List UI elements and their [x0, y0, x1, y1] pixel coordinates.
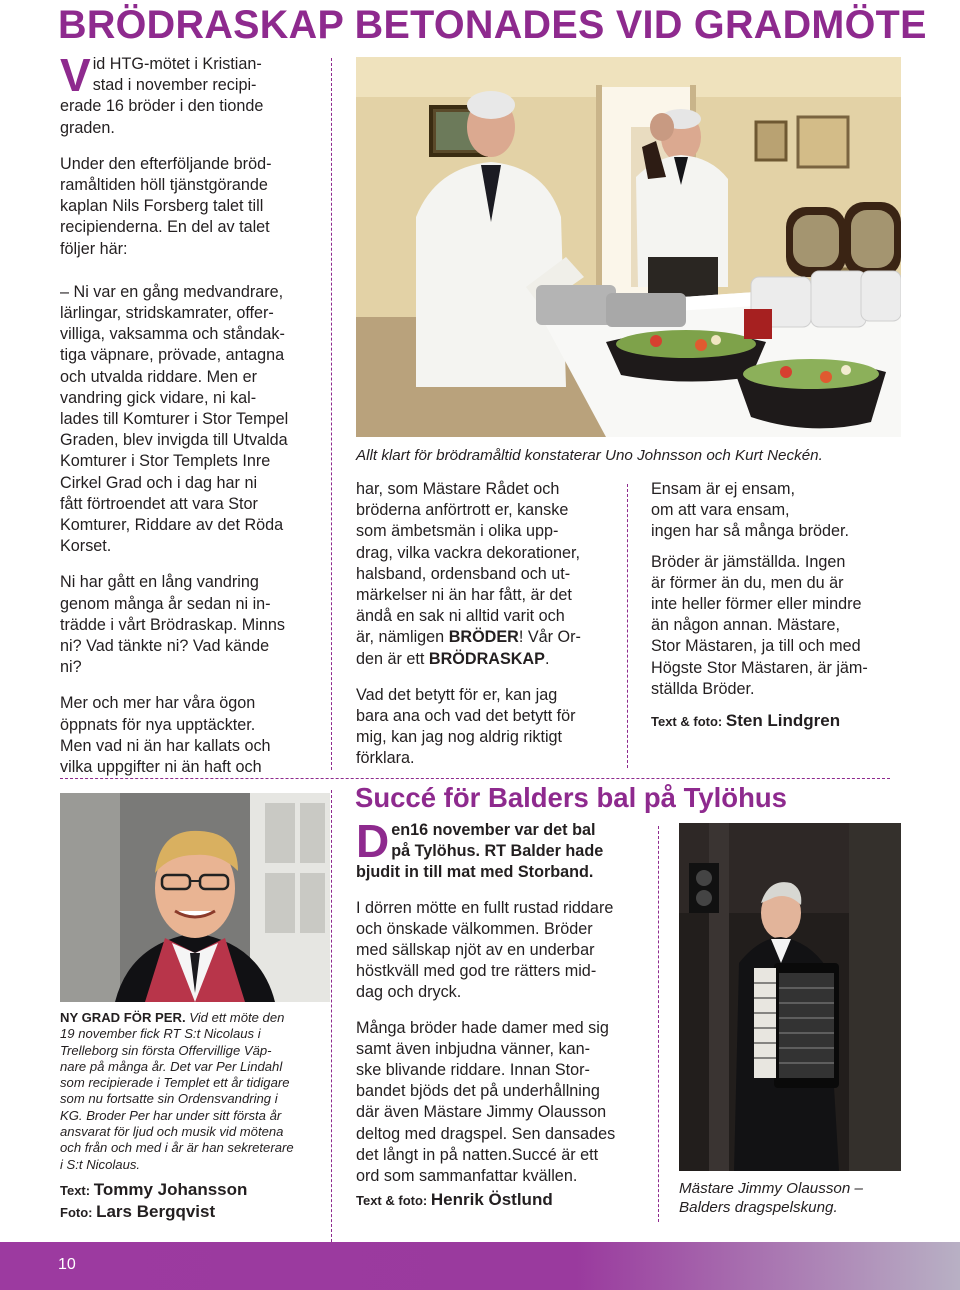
lead-paragraph [356, 815, 651, 884]
column-divider [331, 790, 332, 1252]
section-title: Succé för Balders bal på Tylöhus [355, 782, 787, 813]
dropcap: D [356, 815, 390, 867]
credit-label: Foto: [60, 1204, 97, 1220]
portrait-photo [60, 793, 330, 1002]
page-number: 10 [58, 1256, 76, 1273]
lead-text: id HTG-mötet i Kristian- stad i november recipi- erade 16 bröder i den tionde graden. [60, 55, 264, 137]
article-column-3 [651, 479, 911, 747]
accordion-photo-caption: Mästare Jimmy Olausson – Balders dragspelskung. [679, 1180, 863, 1216]
credit [651, 710, 911, 732]
caption-text [60, 1010, 328, 1173]
paragraph: Bröder är jämställda. Ingen är förmer än du, men du är inte heller förmer eller mindre än någon annan. Mästare, Stor Mästaren, ja till och med Högste Stor Mästaren, är jäm- ställda Bröder. [651, 552, 868, 698]
credit [60, 1201, 328, 1223]
credit [356, 1189, 651, 1211]
emphasis: BRÖDER [448, 628, 519, 647]
accordion-photo [679, 823, 901, 1171]
article-column-2 [356, 479, 618, 785]
buffet-photo-caption: Allt klart för brödramåltid konstaterar Uno Johnsson och Kurt Neckén. [356, 447, 823, 464]
paragraph: Många bröder hade damer med sig samt även inbjudna vänner, kan- ske blivande riddare. Innan Stor- bandet bjöds det på underhållning där även Mästare Jimmy Olausson deltog med dragspel. Sen dansades det långt in på natten.Succé är ett ord som sammanfattar kvällen. [356, 1018, 616, 1186]
lead-text: en16 november var det bal på Tylöhus. RT Balder hade bjudit in till mat med Storband. [356, 821, 604, 882]
credit-name: Sten Lindgren [725, 711, 841, 731]
article-column-1 [60, 49, 322, 793]
text-run: ! Vår Or- den är ett [356, 628, 581, 668]
paragraph: Under den efterföljande bröd- ramåltiden höll tjänstgörande kaplan Nils Forsberg talet till recipienderna. En del av talet följer här: [60, 154, 272, 258]
credit [60, 1179, 328, 1201]
column-divider [627, 484, 628, 768]
caption-body: Vid ett möte den 19 november fick RT S:t Nicolaus i Trelleborg sin första Offervillige Väp- nare på många år. Det var Per Lindahl som recipierade i Templet ett år tidigare som nu fortsatte sin Ordensvandring i KG. Broder Per har under sitt första år ansvarat för ljud och musik vid mötena och från och med i år är han sekreterare i S:t Nicolaus. [60, 1010, 294, 1172]
paragraph: – Ni var en gång medvandrare, lärlingar, stridskamrater, offer- villiga, vaksamma och ståndak- tiga väpnare, prövade, antagna och utvalda riddare. Men er vandring gick vidare, ni kal- lades till Komturer i Stor Tempel Graden, blev invigda till Utvalda Komturer i Stor Templets Inre Cirkel Grad och i dag har ni fått förtroendet att vara Stor Komturer, Riddare av det Röda Korset. [60, 282, 289, 556]
column-divider [658, 826, 659, 1222]
poem: Ensam är ej ensam, om att vara ensam, ingen har så många bröder. [651, 480, 849, 541]
credit-name: Tommy Johansson [93, 1179, 248, 1199]
paragraph: Vad det betytt för er, kan jag bara ana och vad det betytt för mig, kan jag nog aldrig riktigt förklara. [356, 685, 576, 768]
dropcap: V [60, 49, 91, 101]
credit-label: Text & foto: [651, 714, 726, 730]
text-run: . [544, 649, 550, 668]
text-run: har, som Mästare Rådet och bröderna anförtrott er, kanske som ämbetsmän i olika upp- drag, vilka vackra dekorationer, halsband, ordensband och ut- märkelser ni än har fått, är det ändå en sak ni alltid varit och är, nämligen [356, 480, 581, 647]
credit-label: Text & foto: [356, 1193, 431, 1209]
credit-name: Lars Bergqvist [96, 1201, 216, 1221]
headline: BRÖDRASKAP BETONADES VID GRADMÖTE [58, 3, 927, 47]
paragraph: Mer och mer har våra ögon öppnats för nya upptäckter. Men vad ni än har kallats och vilka uppgifter ni än haft och [60, 694, 271, 777]
portrait-caption [60, 1010, 328, 1223]
credit-name: Henrik Östlund [430, 1190, 553, 1210]
caption-lead: NY GRAD FÖR PER. [60, 1010, 190, 1025]
column-divider [331, 58, 332, 770]
buffet-photo [356, 57, 901, 437]
balder-article [356, 815, 651, 1226]
credit-label: Text: [60, 1182, 94, 1198]
footer-bar [0, 1242, 960, 1290]
lead-paragraph [60, 49, 322, 139]
paragraph: I dörren mötte en fullt rustad riddare och önskade välkommen. Bröder med sällskap njöt av en underbar höstkväll med god tre rätters mid- dag och dryck. [356, 898, 614, 1002]
paragraph: Ni har gått en lång vandring genom många år sedan ni in- trädde i vårt Brödraskap. Minns ni? Vad tänkte ni? Vad kände ni? [60, 573, 285, 677]
paragraph [356, 479, 618, 670]
emphasis: BRÖDRASKAP [428, 649, 545, 668]
